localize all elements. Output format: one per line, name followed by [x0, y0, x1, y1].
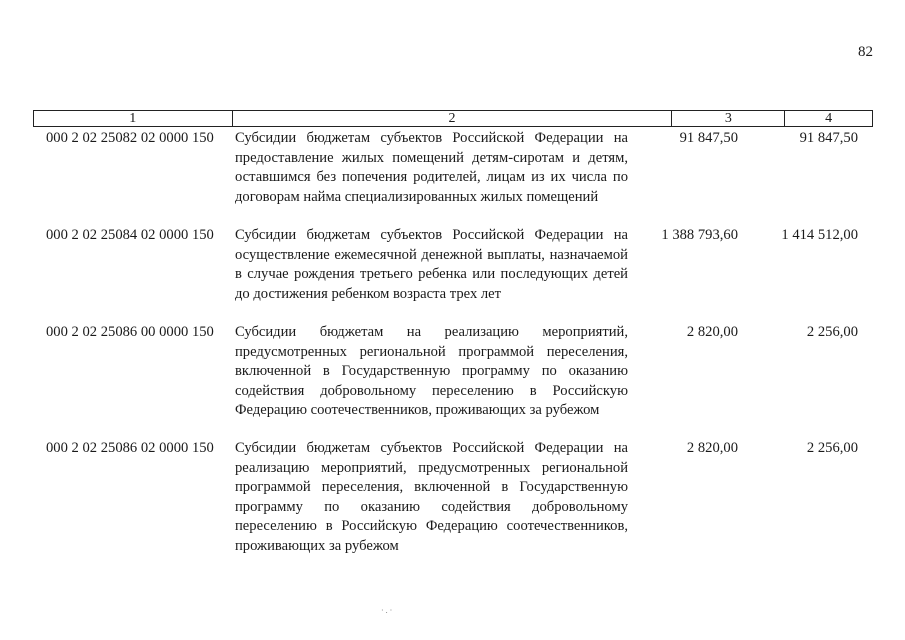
header-col-4: 4 [825, 111, 833, 126]
header-col-1: 1 [34, 111, 233, 126]
value-col-4: 1 414 512,00 [781, 227, 858, 243]
budget-table [33, 110, 873, 554]
row-description: Субсидии бюджетам субъектов Российской Федерации на предоставление жилых помещений детям-сиротам и детям, оставшимся без попечения родителей, лицам из их числа по договорам найма специализированных жилых помещений [235, 130, 628, 205]
header-col-3: 3 [672, 111, 785, 126]
value-col-3: 2 820,00 [686, 440, 738, 456]
value-col-3: 2 820,00 [686, 324, 738, 340]
row-description: Субсидии бюджетам субъектов Российской Федерации на осуществление ежемесячной денежной выплаты, назначаемой в случае рождения третьего ребенка или последующих детей до достижения ребенком возраста трех лет [235, 227, 628, 302]
page-number: 82 [858, 44, 873, 60]
value-col-3: 1 388 793,60 [661, 227, 738, 243]
header-col-2: 2 [233, 111, 673, 126]
budget-code: 000 2 02 25086 02 0000 150 [46, 440, 214, 456]
table-header-row [33, 110, 873, 127]
value-col-4: 2 256,00 [806, 440, 858, 456]
row-description: Субсидии бюджетам на реализацию мероприятий, предусмотренных региональной программой переселения, включенной в Государственную программу по оказанию содействия добровольному переселению в Российскую Федерацию соотечественников, проживающих за рубежом [235, 324, 628, 418]
row-description: Субсидии бюджетам субъектов Российской Федерации на реализацию мероприятий, предусмотренных региональной программой переселения, включенной в Государственную программу по оказанию содействия добровольному переселению в Российскую Федерацию соотечественников, проживающих за рубежом [235, 440, 628, 554]
value-col-3: 91 847,50 [679, 130, 738, 146]
budget-code: 000 2 02 25084 02 0000 150 [46, 227, 214, 243]
value-col-4: 91 847,50 [799, 130, 858, 146]
budget-code: 000 2 02 25082 02 0000 150 [46, 130, 214, 146]
value-col-4: 2 256,00 [806, 324, 858, 340]
budget-code: 000 2 02 25086 00 0000 150 [46, 324, 214, 340]
scan-speck: ·.· [381, 606, 395, 615]
